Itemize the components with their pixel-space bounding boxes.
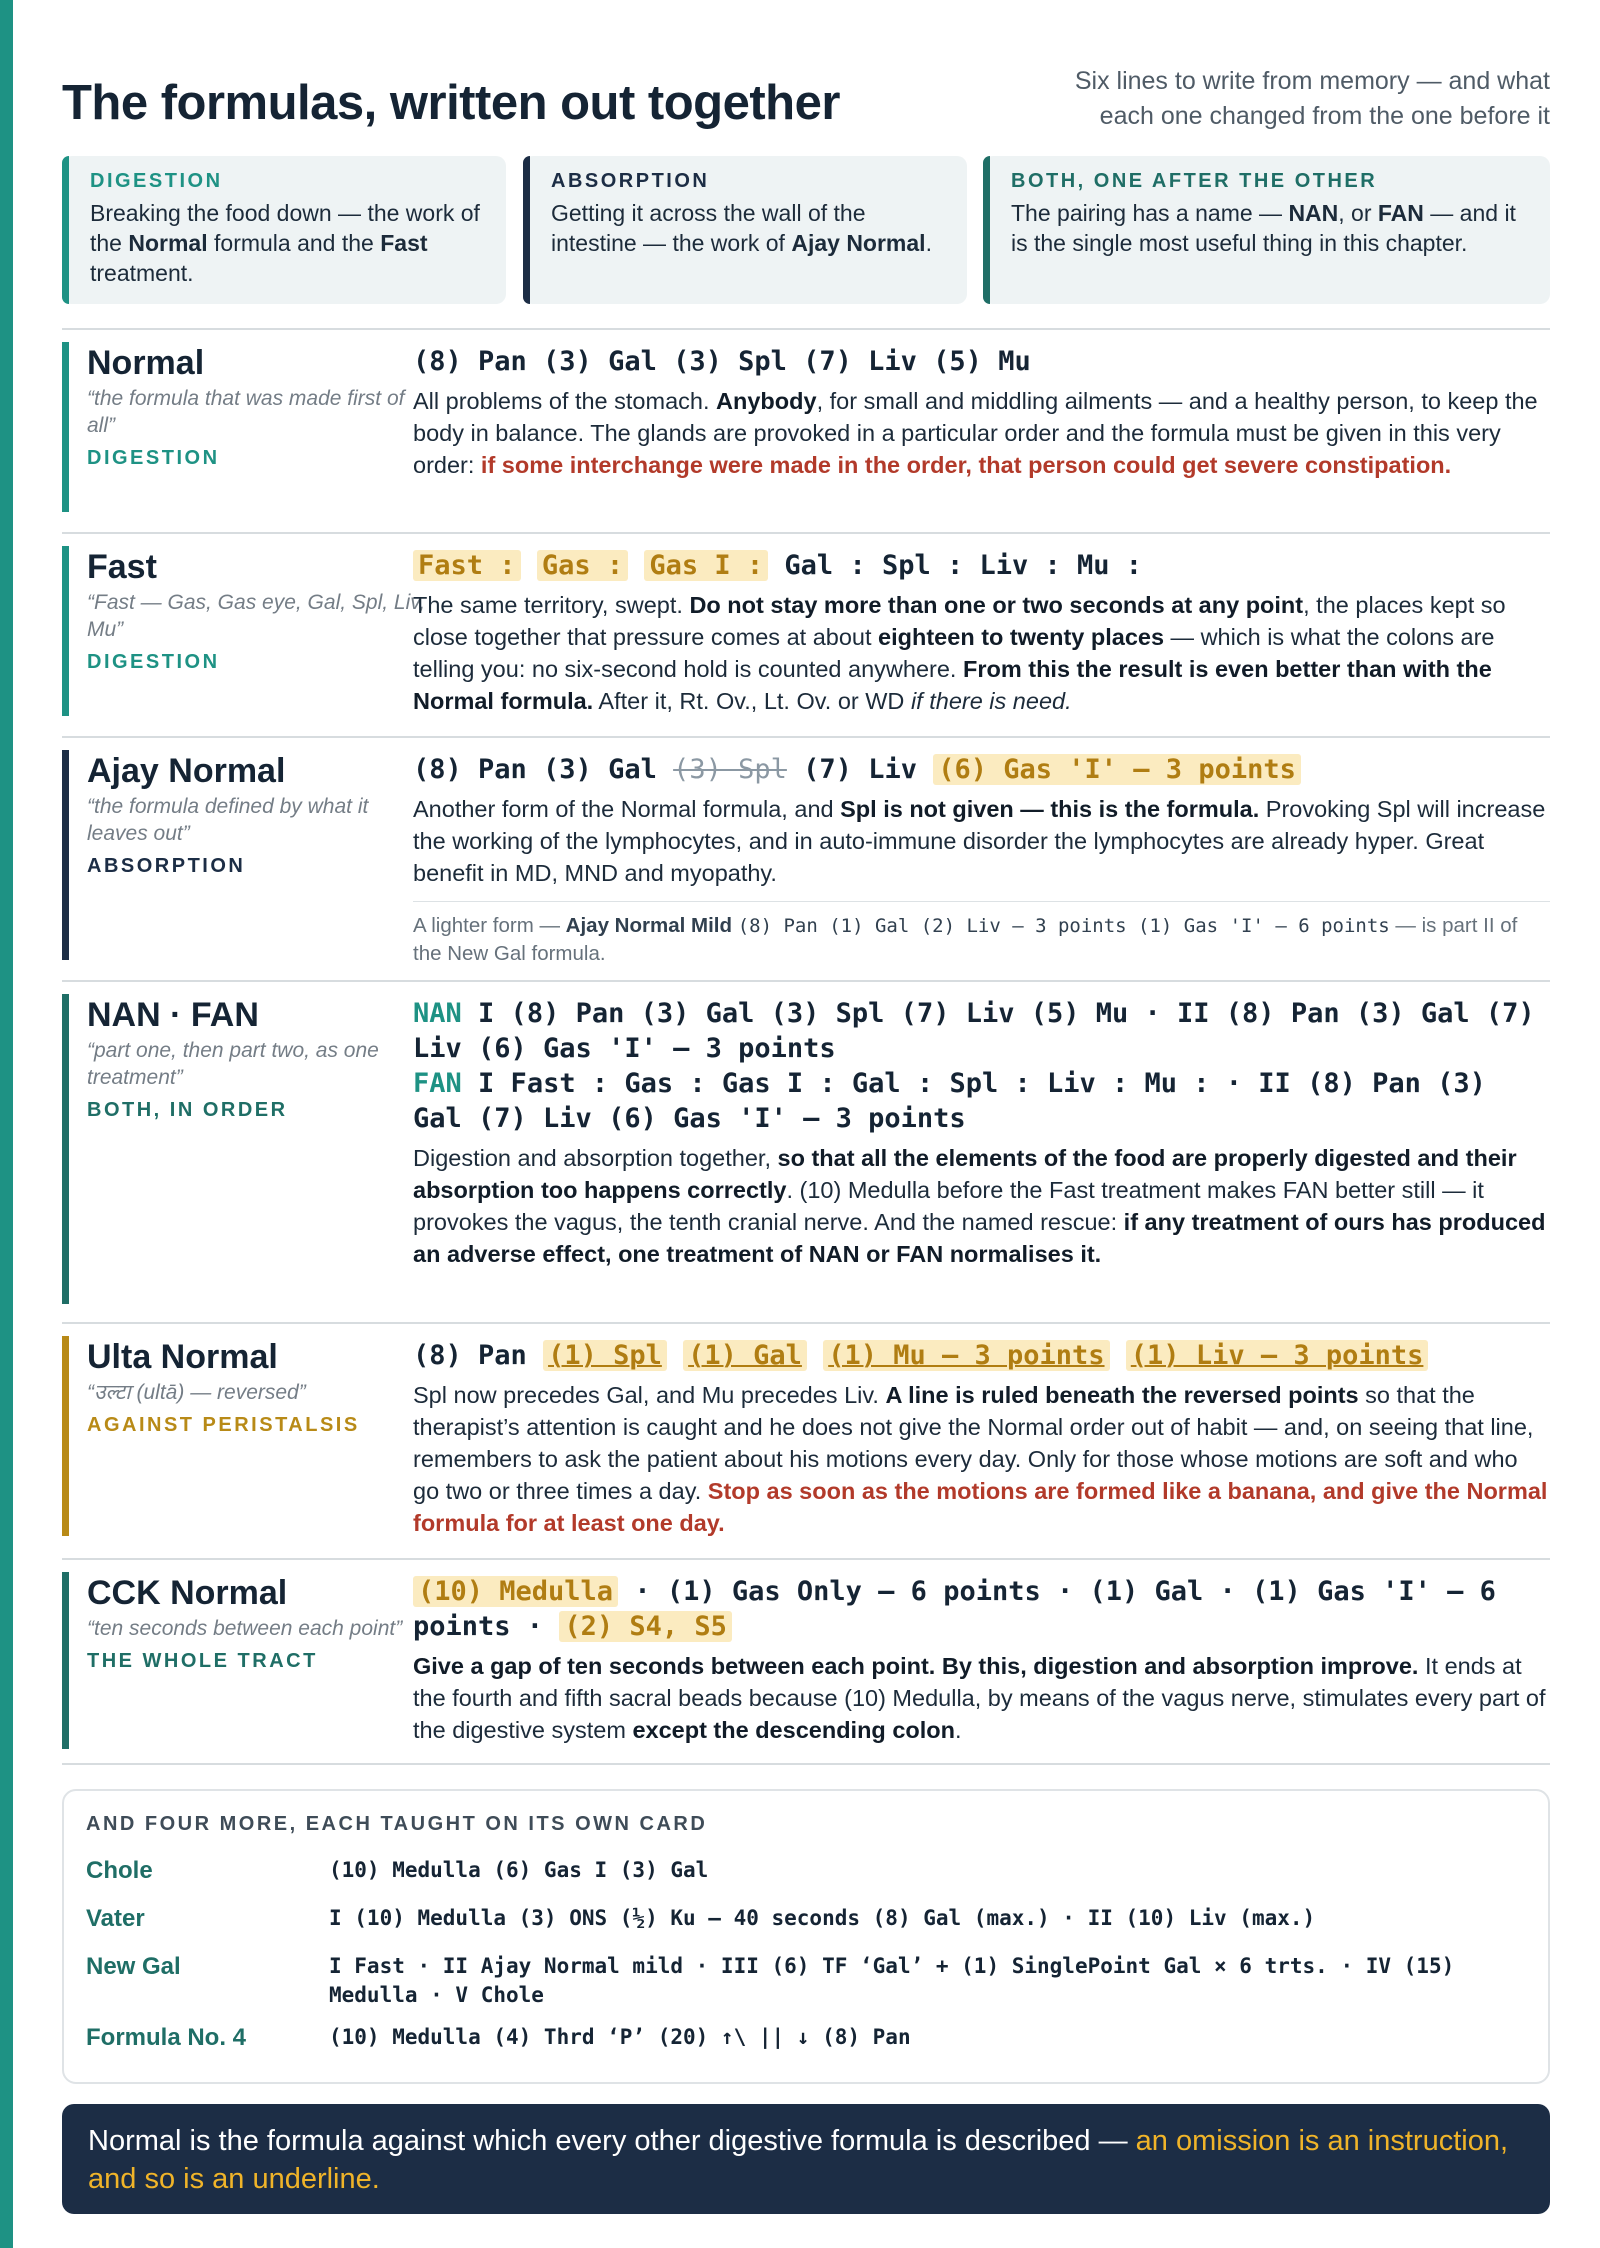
text-span: , or <box>1338 200 1378 226</box>
more-formula-name: Vater <box>86 1905 145 1932</box>
formula-quote: “part one, then part two, as one treatment” <box>87 1039 379 1089</box>
text-span: Provoking Spl will increase the working of the lymphocytes, and in auto-immune disorder the lymphocytes are already hyper. Great benefit in MD, MND and myopathy. <box>413 796 1546 886</box>
text-span: Breaking the food down — the work of the <box>90 200 480 256</box>
formula-steps: · (1) Gas Only – 6 points · (1) Gal · (1) Gas 'I' – 6 points · <box>413 1576 1496 1642</box>
formula-name: CCK Normal <box>87 1574 288 1612</box>
formula-row-normal <box>62 342 1550 512</box>
text-span: The pairing has a name — <box>1011 200 1289 226</box>
nan-label: NAN <box>413 998 462 1029</box>
formula-body <box>413 752 1550 968</box>
bold-span: Do not stay more than one or two seconds at any point <box>689 592 1304 618</box>
formula-name-block <box>87 1336 427 1437</box>
summary-banner <box>62 2104 1550 2214</box>
more-formula-line: (10) Medulla (4) Thrd ‘P’ (20) ↑\ || ↓ (8) Pan <box>329 2025 911 2049</box>
bold-span: Ajay Normal <box>791 230 926 256</box>
highlighted-step: Gas : <box>537 550 628 581</box>
text-span: All problems of the stomach. <box>413 388 717 414</box>
formula-name: Normal <box>87 344 205 382</box>
more-formulas-title: AND FOUR MORE, EACH TAUGHT ON ITS OWN CARD <box>86 1813 708 1835</box>
text-span: — is part II of the New Gal formula. <box>413 914 1518 965</box>
bold-span: eighteen to twenty places <box>878 624 1165 650</box>
formula-row-nan-fan <box>62 994 1550 1304</box>
bold-span: FAN <box>1377 200 1424 226</box>
row-accent-bar <box>62 342 69 512</box>
more-formula-row <box>86 1904 1526 1939</box>
formula-line <box>413 1574 1550 1644</box>
card-text <box>551 198 951 258</box>
bold-span: except the descending colon <box>632 1717 955 1743</box>
text-span: , for small and middling ailments — and a healthy person, to keep the body in balance. The glands are provoked in a particular order and the formula must be given in this very order: <box>413 388 1538 478</box>
text-span: Spl now precedes Gal, and Mu precedes Liv. <box>413 1382 886 1408</box>
highlighted-step: Fast : <box>413 550 521 581</box>
more-formula-name: Chole <box>86 1857 153 1884</box>
formula-row-cck-normal <box>62 1572 1550 1749</box>
bold-span: NAN <box>1288 200 1339 226</box>
formula-quote: “ten seconds between each point” <box>87 1617 403 1640</box>
formula-row-fast <box>62 546 1550 716</box>
formula-steps: I Fast : Gas : Gas I : Gal : Spl : Liv : Mu : · II (8) Pan (3) Gal (7) Liv (6) Gas 'I' – 3 points <box>413 1068 1486 1134</box>
text-span: Getting it across the wall of the intestine — the work of <box>551 200 866 256</box>
formula-steps: I (8) Pan (3) Gal (3) Spl (7) Liv (5) Mu · II (8) Pan (3) Gal (7) Liv (6) Gas 'I' – 3 points <box>413 998 1535 1064</box>
card-absorption <box>523 156 967 304</box>
more-formula-line: I (10) Medulla (3) ONS (½) Ku – 40 seconds (8) Gal (max.) · II (10) Liv (max.) <box>329 1906 1316 1930</box>
text-span: After it, Rt. Ov., Lt. Ov. or WD <box>593 688 911 714</box>
bold-span: Ajay Normal Mild <box>565 914 732 937</box>
nan-formula-line <box>413 996 1550 1066</box>
more-formula-row <box>86 1856 1526 1891</box>
bold-span: Anybody <box>716 388 817 414</box>
bold-span: if any treatment of ours has produced an adverse effect, one treatment of NAN or FAN normalises it. <box>413 1209 1546 1267</box>
formula-row-ulta-normal <box>62 1336 1550 1536</box>
card-text <box>90 198 490 288</box>
page-subtitle <box>950 64 1550 134</box>
formula-description <box>413 1650 1550 1746</box>
row-accent-bar <box>62 1336 69 1536</box>
text-span: so that the therapist’s attention is caught and he does not give the Normal order out of habit — and, on seeing that line, remembers to ask the patient about his motions every day. Only for those whose motions are soft and who go two or three times a day. <box>413 1382 1534 1504</box>
text-span: formula and the <box>207 230 381 256</box>
formula-body <box>413 996 1550 1270</box>
formula-tag: THE WHOLE TRACT <box>87 1650 318 1672</box>
reversed-step: (1) Spl <box>543 1340 667 1371</box>
formula-name-block <box>87 546 427 674</box>
formula-name-block <box>87 1572 427 1673</box>
summary-emphasis: an omission is an instruction, and so is an underline. <box>88 2125 1509 2195</box>
formula-name: NAN · FAN <box>87 996 259 1034</box>
summary-text: Normal is the formula against which every other digestive formula is described — <box>88 2125 1136 2157</box>
intro-cards <box>62 156 1550 304</box>
formula-tag: BOTH, IN ORDER <box>87 1099 288 1121</box>
fan-label: FAN <box>413 1068 462 1099</box>
formula-steps: Gal : Spl : Liv : Mu : <box>784 550 1143 581</box>
highlighted-step: (6) Gas 'I' – 3 points <box>933 754 1301 785</box>
page-title: The formulas, written out together <box>62 76 840 130</box>
highlighted-step: Gas I : <box>644 550 768 581</box>
formula-tag: DIGESTION <box>87 447 220 469</box>
more-formula-row <box>86 1952 1526 2010</box>
warning-text: if some interchange were made in the order, that person could get severe constipation. <box>480 452 1452 478</box>
card-both <box>983 156 1550 304</box>
text-span: , the places kept so close together that pressure comes at about <box>413 592 1506 650</box>
formula-quote: “the formula that was made first of all” <box>87 387 405 437</box>
card-label: DIGESTION <box>90 170 223 192</box>
more-formula-name: New Gal <box>86 1953 181 1980</box>
formula-description <box>413 1379 1550 1539</box>
italic-span: if there is need. <box>910 688 1072 714</box>
formula-steps: (8) Pan (1) Gal (2) Liv – 3 points (1) Gas 'I' – 6 points <box>737 915 1390 937</box>
formula-steps: (8) Pan <box>413 1340 527 1371</box>
bold-span: so that all the elements of the food are properly digested and their absorption too happens correctly <box>413 1145 1517 1203</box>
formula-body <box>413 548 1550 717</box>
bold-span: Give a gap of ten seconds between each point. By this, digestion and absorption improve. <box>413 1653 1419 1679</box>
formula-tag: DIGESTION <box>87 651 220 673</box>
text-span: A lighter form — <box>413 914 566 937</box>
formula-row-ajay-normal <box>62 750 1550 965</box>
formula-quote: “उल्टा (ultā) — reversed” <box>87 1381 306 1404</box>
formula-steps: (7) Liv <box>803 754 917 785</box>
formula-name: Ulta Normal <box>87 1338 278 1376</box>
fan-formula-line <box>413 1066 1550 1136</box>
formula-line: (8) Pan (3) Gal (3) Spl (7) Liv (5) Mu <box>413 346 1031 377</box>
formula-name: Fast <box>87 548 157 586</box>
formula-line <box>413 548 1550 583</box>
subtitle-line-2: each one changed from the one before it <box>1099 102 1550 130</box>
more-formula-row <box>86 2023 1526 2058</box>
sidebar-accent-bar <box>0 0 13 2248</box>
card-digestion <box>62 156 506 304</box>
formula-tag: ABSORPTION <box>87 855 246 877</box>
formula-tag: AGAINST PERISTALSIS <box>87 1414 360 1436</box>
row-accent-bar <box>62 546 69 716</box>
text-span: . <box>925 230 932 256</box>
text-span: It ends at the fourth and fifth sacral beads because (10) Medulla, by means of the vagus nerve, stimulates every part of the digestive system <box>413 1653 1546 1743</box>
text-span: Digestion and absorption together, <box>413 1145 778 1171</box>
formula-description <box>413 385 1550 481</box>
formula-quote: “the formula defined by what it leaves out” <box>87 795 369 845</box>
formula-body <box>413 1338 1550 1539</box>
highlighted-step: (10) Medulla <box>413 1576 618 1607</box>
formula-line <box>413 752 1550 787</box>
more-formulas-box <box>62 1789 1550 2084</box>
bold-span: Spl is not given — this is the formula. <box>840 796 1260 822</box>
row-accent-bar <box>62 1572 69 1749</box>
formula-description <box>413 793 1550 889</box>
omitted-step: (3) Spl <box>673 754 787 785</box>
row-accent-bar <box>62 994 69 1304</box>
card-label: ABSORPTION <box>551 170 710 192</box>
formula-quote: “Fast — Gas, Gas eye, Gal, Spl, Liv, Mu” <box>87 591 426 641</box>
formula-body <box>413 1574 1550 1746</box>
text-span: Another form of the Normal formula, and <box>413 796 841 822</box>
warning-text: Stop as soon as the motions are formed like a banana, and give the Normal formula for at least one day. <box>413 1478 1548 1536</box>
formula-line <box>413 1338 1550 1373</box>
subtitle-line-1: Six lines to write from memory — and what <box>1074 67 1550 95</box>
bold-span: Fast <box>380 230 428 256</box>
lighter-form-note <box>413 901 1550 968</box>
text-span: treatment. <box>90 260 194 286</box>
formula-description <box>413 589 1550 717</box>
row-accent-bar <box>62 750 69 960</box>
more-formula-name: Formula No. 4 <box>86 2024 247 2051</box>
more-formula-line: I Fast · II Ajay Normal mild · III (6) TF ‘Gal’ + (1) SinglePoint Gal × 6 trts. · IV (15) Medulla · V Chole <box>329 1954 1455 2007</box>
reversed-step: (1) Gal <box>683 1340 807 1371</box>
formula-body <box>413 344 1550 481</box>
card-text <box>1011 198 1534 258</box>
text-span: — which is what the colons are telling you: no six-second hold is counted anywhere. <box>413 624 1495 682</box>
text-span: The same territory, swept. <box>413 592 690 618</box>
divider <box>62 1763 1550 1765</box>
text-span: . <box>954 1717 962 1743</box>
formula-name: Ajay Normal <box>87 752 286 790</box>
highlighted-step: (2) S4, S5 <box>559 1611 732 1642</box>
card-label: BOTH, ONE AFTER THE OTHER <box>1011 170 1378 192</box>
text-span: . (10) Medulla before the Fast treatment makes FAN better still — it provokes the vagus, the tenth cranial nerve. And the named rescue: <box>413 1177 1484 1235</box>
bold-span: From this the result is even better than with the Normal formula. <box>413 656 1492 714</box>
formula-description <box>413 1142 1550 1270</box>
reversed-step: (1) Mu – 3 points <box>823 1340 1109 1371</box>
bold-span: A line is ruled beneath the reversed points <box>885 1382 1359 1408</box>
formula-name-block <box>87 994 427 1122</box>
more-formula-line: (10) Medulla (6) Gas I (3) Gal <box>329 1858 709 1882</box>
formula-steps: (8) Pan (3) Gal <box>413 754 657 785</box>
reversed-step: (1) Liv – 3 points <box>1126 1340 1429 1371</box>
text-span: — and it is the single most useful thing in this chapter. <box>1011 200 1516 256</box>
formula-name-block <box>87 750 427 878</box>
bold-span: Normal <box>128 230 208 256</box>
formula-name-block <box>87 342 427 470</box>
